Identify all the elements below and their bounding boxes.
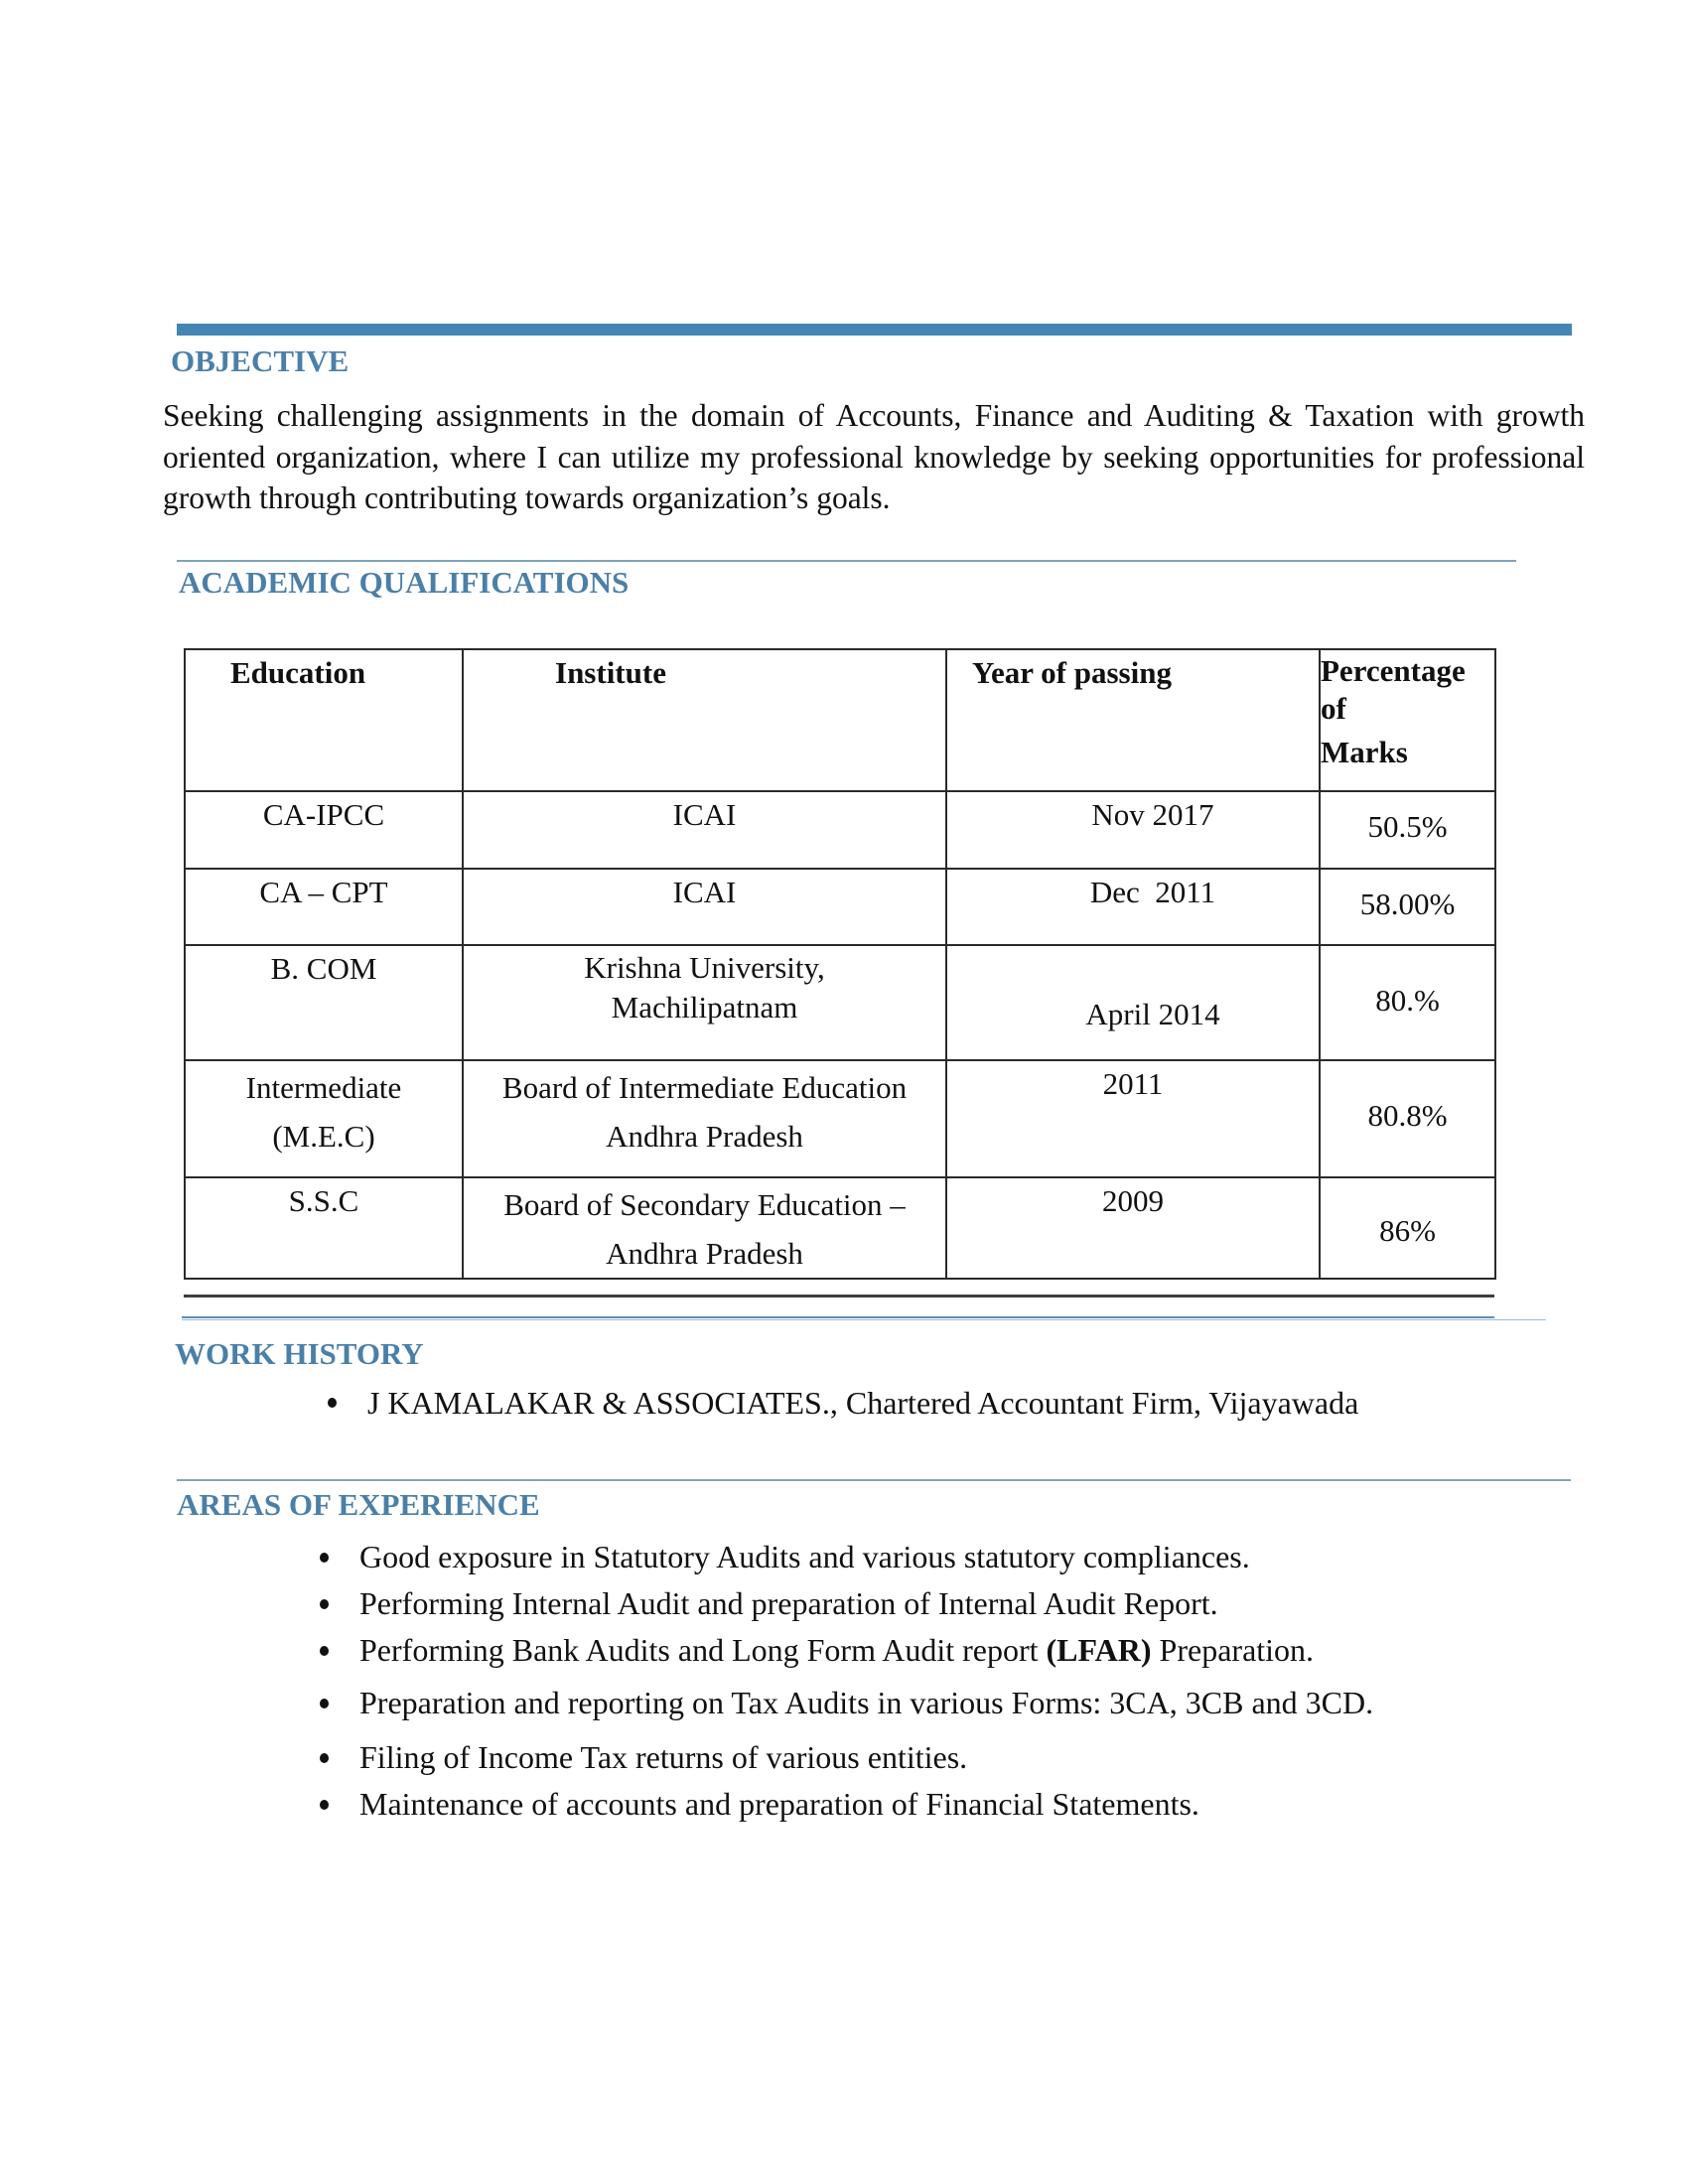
year-cell: 2011 [946,1060,1320,1177]
table-row [185,945,1495,1060]
education-cell: Intermediate (M.E.C) [185,1060,463,1177]
education-cell: S.S.C [185,1177,463,1279]
academic-heading: ACADEMIC QUALIFICATIONS [179,565,630,600]
list-item: Good exposure in Statutory Audits and various statutory compliances. [359,1534,1373,1580]
experience-section-rule [177,1479,1571,1481]
table-row [185,869,1495,945]
institute-cell: Board of Secondary Education – Andhra Pradesh [463,1177,946,1279]
list-item: Filing of Income Tax returns of various entities. [359,1734,1373,1781]
education-cell: CA-IPCC [185,791,463,869]
bullet-icon [320,1599,329,1609]
top-accent-bar [177,324,1572,336]
bullet-icon [320,1699,329,1708]
percentage-cell: 80.8% [1320,1060,1495,1177]
column-header-education: Education [185,649,463,791]
work-section-rule-thin [182,1319,1546,1320]
year-cell: April 2014 [946,945,1320,1060]
bullet-icon [320,1753,329,1763]
objective-text: Seeking challenging assignments in the domain of Accounts, Finance and Auditing & Taxation with growth oriented organization, where I can utilize my professional knowledge by seeking opportunities for professional growth through contributing towards organization’s goals. [163,398,1585,515]
list-item: Preparation and reporting on Tax Audits in various Forms: 3CA, 3CB and 3CD. [359,1680,1373,1734]
objective-heading: OBJECTIVE [171,343,350,378]
percentage-cell: 86% [1320,1177,1495,1279]
institute-cell: ICAI [463,791,946,869]
percentage-cell: 80.% [1320,945,1495,1060]
list-item: Performing Internal Audit and preparation of Internal Audit Report. [359,1580,1373,1627]
year-cell: 2009 [946,1177,1320,1279]
percentage-cell: 50.5% [1320,791,1495,869]
column-header-percentage: Percentage of Marks [1320,649,1495,791]
list-item: Performing Bank Audits and Long Form Audit report (LFAR) Preparation. [359,1627,1373,1680]
bullet-icon [320,1800,329,1810]
education-cell: CA – CPT [185,869,463,945]
table-row [185,791,1495,869]
education-cell: B. COM [185,945,463,1060]
experience-heading: AREAS OF EXPERIENCE [177,1487,540,1522]
work-section-rule [182,1316,1494,1318]
bullet-icon [320,1553,329,1563]
table-row [185,1060,1495,1177]
academic-qualifications-table [184,648,1496,1280]
list-item: Maintenance of accounts and preparation of Financial Statements. [359,1781,1373,1828]
table-header-row [185,649,1495,791]
work-history-heading: WORK HISTORY [175,1336,424,1371]
percentage-cell: 58.00% [1320,869,1495,945]
year-cell: Nov 2017 [946,791,1320,869]
year-cell: Dec 2011 [946,869,1320,945]
work-history-list [367,1382,1358,1424]
column-header-institute: Institute [463,649,946,791]
bullet-icon [320,1646,329,1656]
list-item: J KAMALAKAR & ASSOCIATES., Chartered Accountant Firm, Vijayawada [367,1382,1358,1424]
table-row [185,1177,1495,1279]
experience-list [359,1534,1373,1828]
academic-section-rule [177,560,1516,562]
institute-cell: ICAI [463,869,946,945]
column-header-year: Year of passing [946,649,1320,791]
institute-cell: Board of Intermediate Education Andhra Pradesh [463,1060,946,1177]
institute-cell: Krishna University, Machilipatnam [463,945,946,1060]
bullet-icon [328,1398,337,1408]
table-bottom-divider [184,1295,1494,1297]
